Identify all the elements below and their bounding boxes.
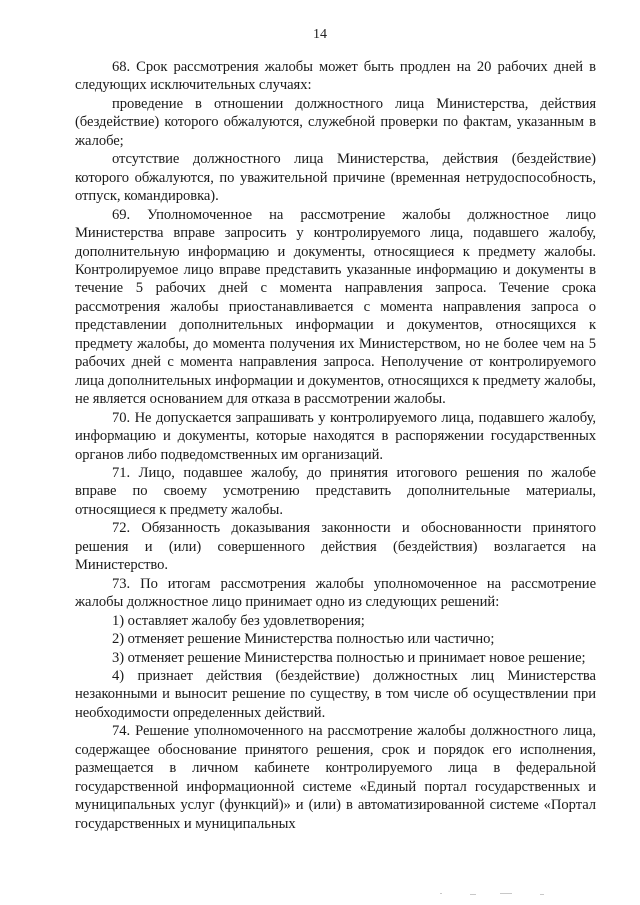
paragraph-73-item-1: 1) оставляет жалобу без удовлетворения; <box>112 612 365 629</box>
page-number: 14 <box>313 27 327 42</box>
paragraph-69: 69. Уполномоченное на рассмотрение жалобы должностное лицо Министерства вправе запросить у контролируемого лица, подавшего жалобу, дополнительную информацию и документы, относящиеся к предмету жалобы. Контролируемое лицо вправе представить указанные информацию и документы в течение 5 рабочих дней с момента направления запроса. Течение срока рассмотрения жалобы приостанавливается с момента направления запроса о представлении дополнительных информации и документов, относящихся к предмету жалобы, до момента получения их Министерством, но не более чем на 5 рабочих дней с момента направления запроса. Неполучение от контролируемого лица дополнительных информации и документов, относящихся к предмету жалобы, не является основанием для отказа в рассмотрении жалобы. <box>75 206 596 408</box>
paragraph-73-item-3: 3) отменяет решение Министерства полностью и принимает новое решение; <box>112 649 586 666</box>
paragraph-68: 68. Срок рассмотрения жалобы может быть продлен на 20 рабочих дней в следующих исключительных случаях: <box>75 59 596 94</box>
scan-artifact <box>540 894 544 895</box>
paragraph-73-item-4: 4) признает действия (бездействие) должностных лиц Министерства незаконными и выносит решение по существу, в том числе об осуществлении при необходимости определенных действий. <box>75 667 596 721</box>
paragraph-72: 72. Обязанность доказывания законности и обоснованности принятого решения и (или) совершенного действия (бездействия) возлагается на Министерство. <box>75 520 596 574</box>
paragraph-71: 71. Лицо, подавшее жалобу, до принятия итогового решения по жалобе вправе по своему усмотрению представить дополнительные материалы, относящиеся к предмету жалобы. <box>75 464 596 518</box>
paragraph-70: 70. Не допускается запрашивать у контролируемого лица, подавшего жалобу, информацию и документы, которые находятся в распоряжении государственных органов либо подведомственных им организаций. <box>75 409 596 463</box>
scan-artifact <box>440 893 442 894</box>
paragraph-68-item-2: отсутствие должностного лица Министерства, действия (бездействие) которого обжалуются, по уважительной причине (временная нетрудоспособность, отпуск, командировка). <box>75 151 596 205</box>
paragraph-74: 74. Решение уполномоченного на рассмотрение жалобы должностного лица, содержащее обоснование принятого решения, срок и порядок его исполнения, размещается в личном кабинете контролируемого лица в федеральной государственной информационной системе «Единый портал государственных и муниципальных услуг (функций)» и (или) в автоматизированной системе «Портал государственных и муниципальных <box>75 723 596 832</box>
paragraph-68-item-1: проведение в отношении должностного лица Министерства, действия (бездействие) которого обжалуются, служебной проверки по фактам, указанным в жалобе; <box>75 95 596 149</box>
paragraph-73: 73. По итогам рассмотрения жалобы уполномоченное на рассмотрение жалобы должностное лицо принимает одно из следующих решений: <box>75 575 596 611</box>
scan-artifact <box>470 894 476 895</box>
document-body <box>75 58 596 833</box>
scan-artifact <box>500 893 512 894</box>
paragraph-73-item-2: 2) отменяет решение Министерства полностью или частично; <box>112 631 495 648</box>
